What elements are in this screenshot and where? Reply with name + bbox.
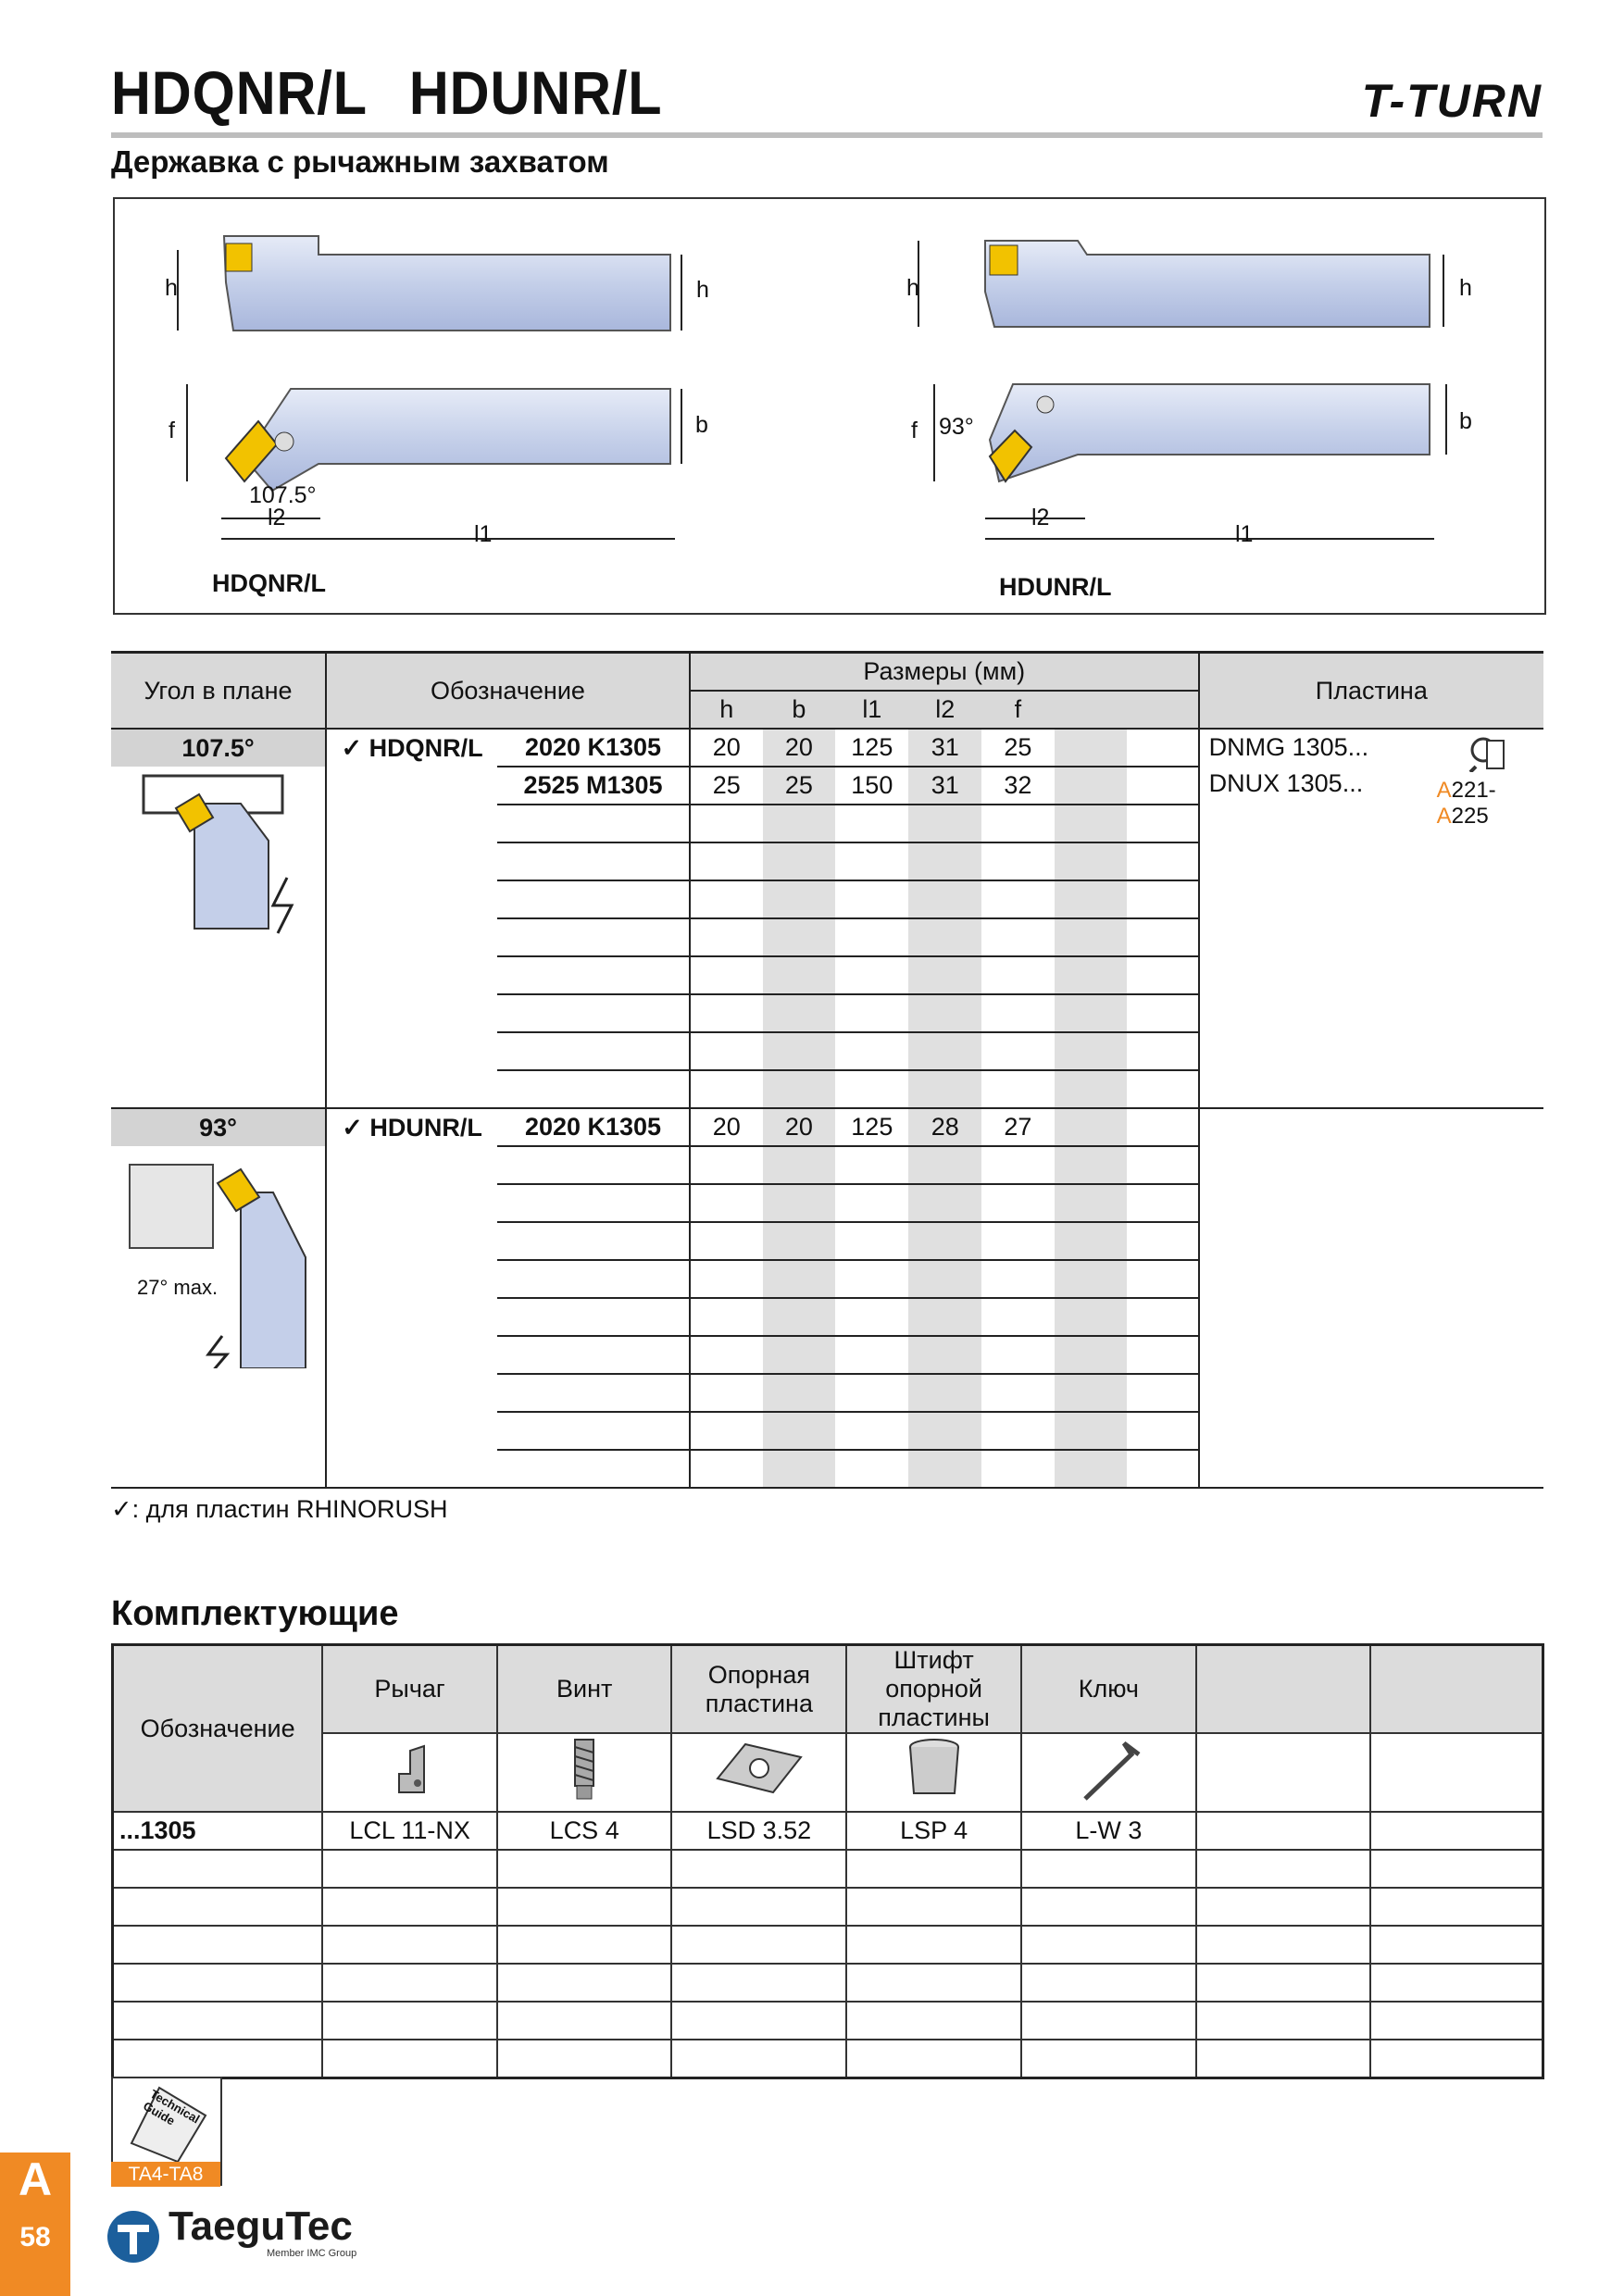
turning-sketch-107 [111, 767, 325, 989]
dim-l2-right: l2 [1031, 505, 1050, 530]
dim-b-left: b [695, 412, 708, 438]
cell-b: 20 [763, 729, 836, 767]
comp-shim-header: Опорная пластина [671, 1645, 846, 1734]
code-2020-k1305: 2020 K1305 [497, 729, 690, 767]
magnifier-icon [1468, 735, 1507, 772]
caption-hdunr: HDUNR/L [999, 573, 1112, 601]
cell-b: 20 [763, 1108, 836, 1146]
cell-h: 20 [690, 729, 763, 767]
left-side-view [178, 236, 681, 331]
page-title [111, 57, 704, 128]
cell-f: 25 [981, 729, 1055, 767]
shim-icon [671, 1733, 846, 1812]
right-side-view [918, 241, 1443, 327]
dim-l2-header: l2 [908, 691, 981, 729]
cell-l2: 31 [908, 767, 981, 805]
guide-text: Technical Guide [141, 2087, 203, 2128]
cell-h: 20 [690, 1108, 763, 1146]
caption-hdqnr: HDQNR/L [212, 569, 326, 597]
turning-sketch-93 [111, 1146, 325, 1368]
insert-cell [1199, 729, 1543, 1108]
screw-icon [497, 1733, 672, 1812]
tool-diagram [113, 197, 1546, 615]
dim-b-right: b [1459, 408, 1472, 434]
logo-text: TaeguTec [169, 2203, 353, 2249]
title-hdunr: HDUNR/L [408, 58, 663, 127]
angle-93-sketch [111, 1146, 326, 1488]
dim-f-header: f [981, 691, 1055, 729]
page-number: 58 [19, 2222, 51, 2252]
comp-key-header: Ключ [1021, 1645, 1196, 1734]
components-title: Комплектующие [111, 1594, 399, 1633]
cell-l1: 125 [835, 729, 908, 767]
insert-dnux: DNUX 1305... [1208, 769, 1364, 797]
header-rule [111, 132, 1543, 138]
insert-page-ref[interactable]: A221-A225 [1436, 778, 1496, 829]
series-hdqnr: ✓ HDQNR/L [341, 733, 483, 762]
logo-subtitle: Member IMC Group [267, 2248, 357, 2259]
right-top-view [934, 384, 1446, 539]
dim-h-left-2: h [696, 277, 709, 303]
taegutec-logo-icon [105, 2208, 162, 2265]
code-2525-m1305: 2525 M1305 [497, 767, 690, 805]
cell-f: 32 [981, 767, 1055, 805]
shim-pin-icon [846, 1733, 1021, 1812]
comp-screw-header: Винт [497, 1645, 672, 1734]
spec-table [111, 651, 1543, 1489]
comp-shim-pin: LSP 4 [846, 1812, 1021, 1850]
dim-l1-right: l1 [1235, 521, 1254, 547]
dim-f-right: f [911, 418, 918, 443]
col-dims-header: Размеры (мм) [690, 653, 1199, 692]
section-letter: A [18, 2153, 53, 2205]
subtitle: Державка с рычажным захватом [111, 144, 609, 179]
comp-shim-pin-header: Штифт опорной пластины [846, 1645, 1021, 1734]
diagram-svg [115, 199, 1544, 613]
comp-lever: LCL 11-NX [322, 1812, 497, 1850]
cell-b: 25 [763, 767, 836, 805]
cell-l1: 125 [835, 1108, 908, 1146]
dim-h-right-2: h [1459, 275, 1472, 301]
dim-h-right: h [906, 275, 919, 301]
cell-f: 27 [981, 1108, 1055, 1146]
key-icon [1021, 1733, 1196, 1812]
dim-b-header: b [763, 691, 836, 729]
dim-h-left: h [165, 275, 178, 301]
cell-l2: 28 [908, 1108, 981, 1146]
components-table [111, 1643, 1544, 2079]
lever-icon [322, 1733, 497, 1812]
max-angle-note: 27° max. [137, 1276, 219, 1299]
angle-left: 107.5° [249, 482, 317, 508]
dim-l1-header: l1 [835, 691, 908, 729]
angle-right: 93° [939, 414, 974, 440]
dim-l1-left: l1 [474, 521, 493, 547]
guide-page-ref[interactable]: TA4-TA8 [111, 2162, 220, 2187]
insert-dnmg: DNMG 1305... [1208, 733, 1369, 761]
left-top-view [187, 384, 681, 539]
comp-row-designation: ...1305 [113, 1812, 323, 1850]
col-designation-header: Обозначение [326, 653, 690, 730]
code-2020-k1305-93: 2020 K1305 [497, 1108, 690, 1146]
cell-h: 25 [690, 767, 763, 805]
angle-107-sketch [111, 767, 326, 1108]
comp-lever-header: Рычаг [322, 1645, 497, 1734]
title-hdqnr: HDQNR/L [111, 58, 368, 127]
brand-logo: T-TURN [1361, 75, 1543, 127]
cell-l2: 31 [908, 729, 981, 767]
comp-screw: LCS 4 [497, 1812, 672, 1850]
angle-107: 107.5° [111, 729, 326, 767]
col-insert-header: Пластина [1199, 653, 1543, 730]
comp-designation-header: Обозначение [113, 1645, 323, 1813]
angle-93: 93° [111, 1108, 326, 1146]
comp-key: L-W 3 [1021, 1812, 1196, 1850]
col-angle-header: Угол в плане [111, 653, 326, 730]
comp-shim: LSD 3.52 [671, 1812, 846, 1850]
dim-l2-left: l2 [268, 505, 286, 530]
cell-l1: 150 [835, 767, 908, 805]
dim-f-left: f [169, 418, 175, 443]
footnote: ✓: для пластин RHINORUSH [111, 1495, 448, 1523]
series-hdunr: ✓ HDUNR/L [342, 1113, 482, 1142]
dim-h-header: h [690, 691, 763, 729]
